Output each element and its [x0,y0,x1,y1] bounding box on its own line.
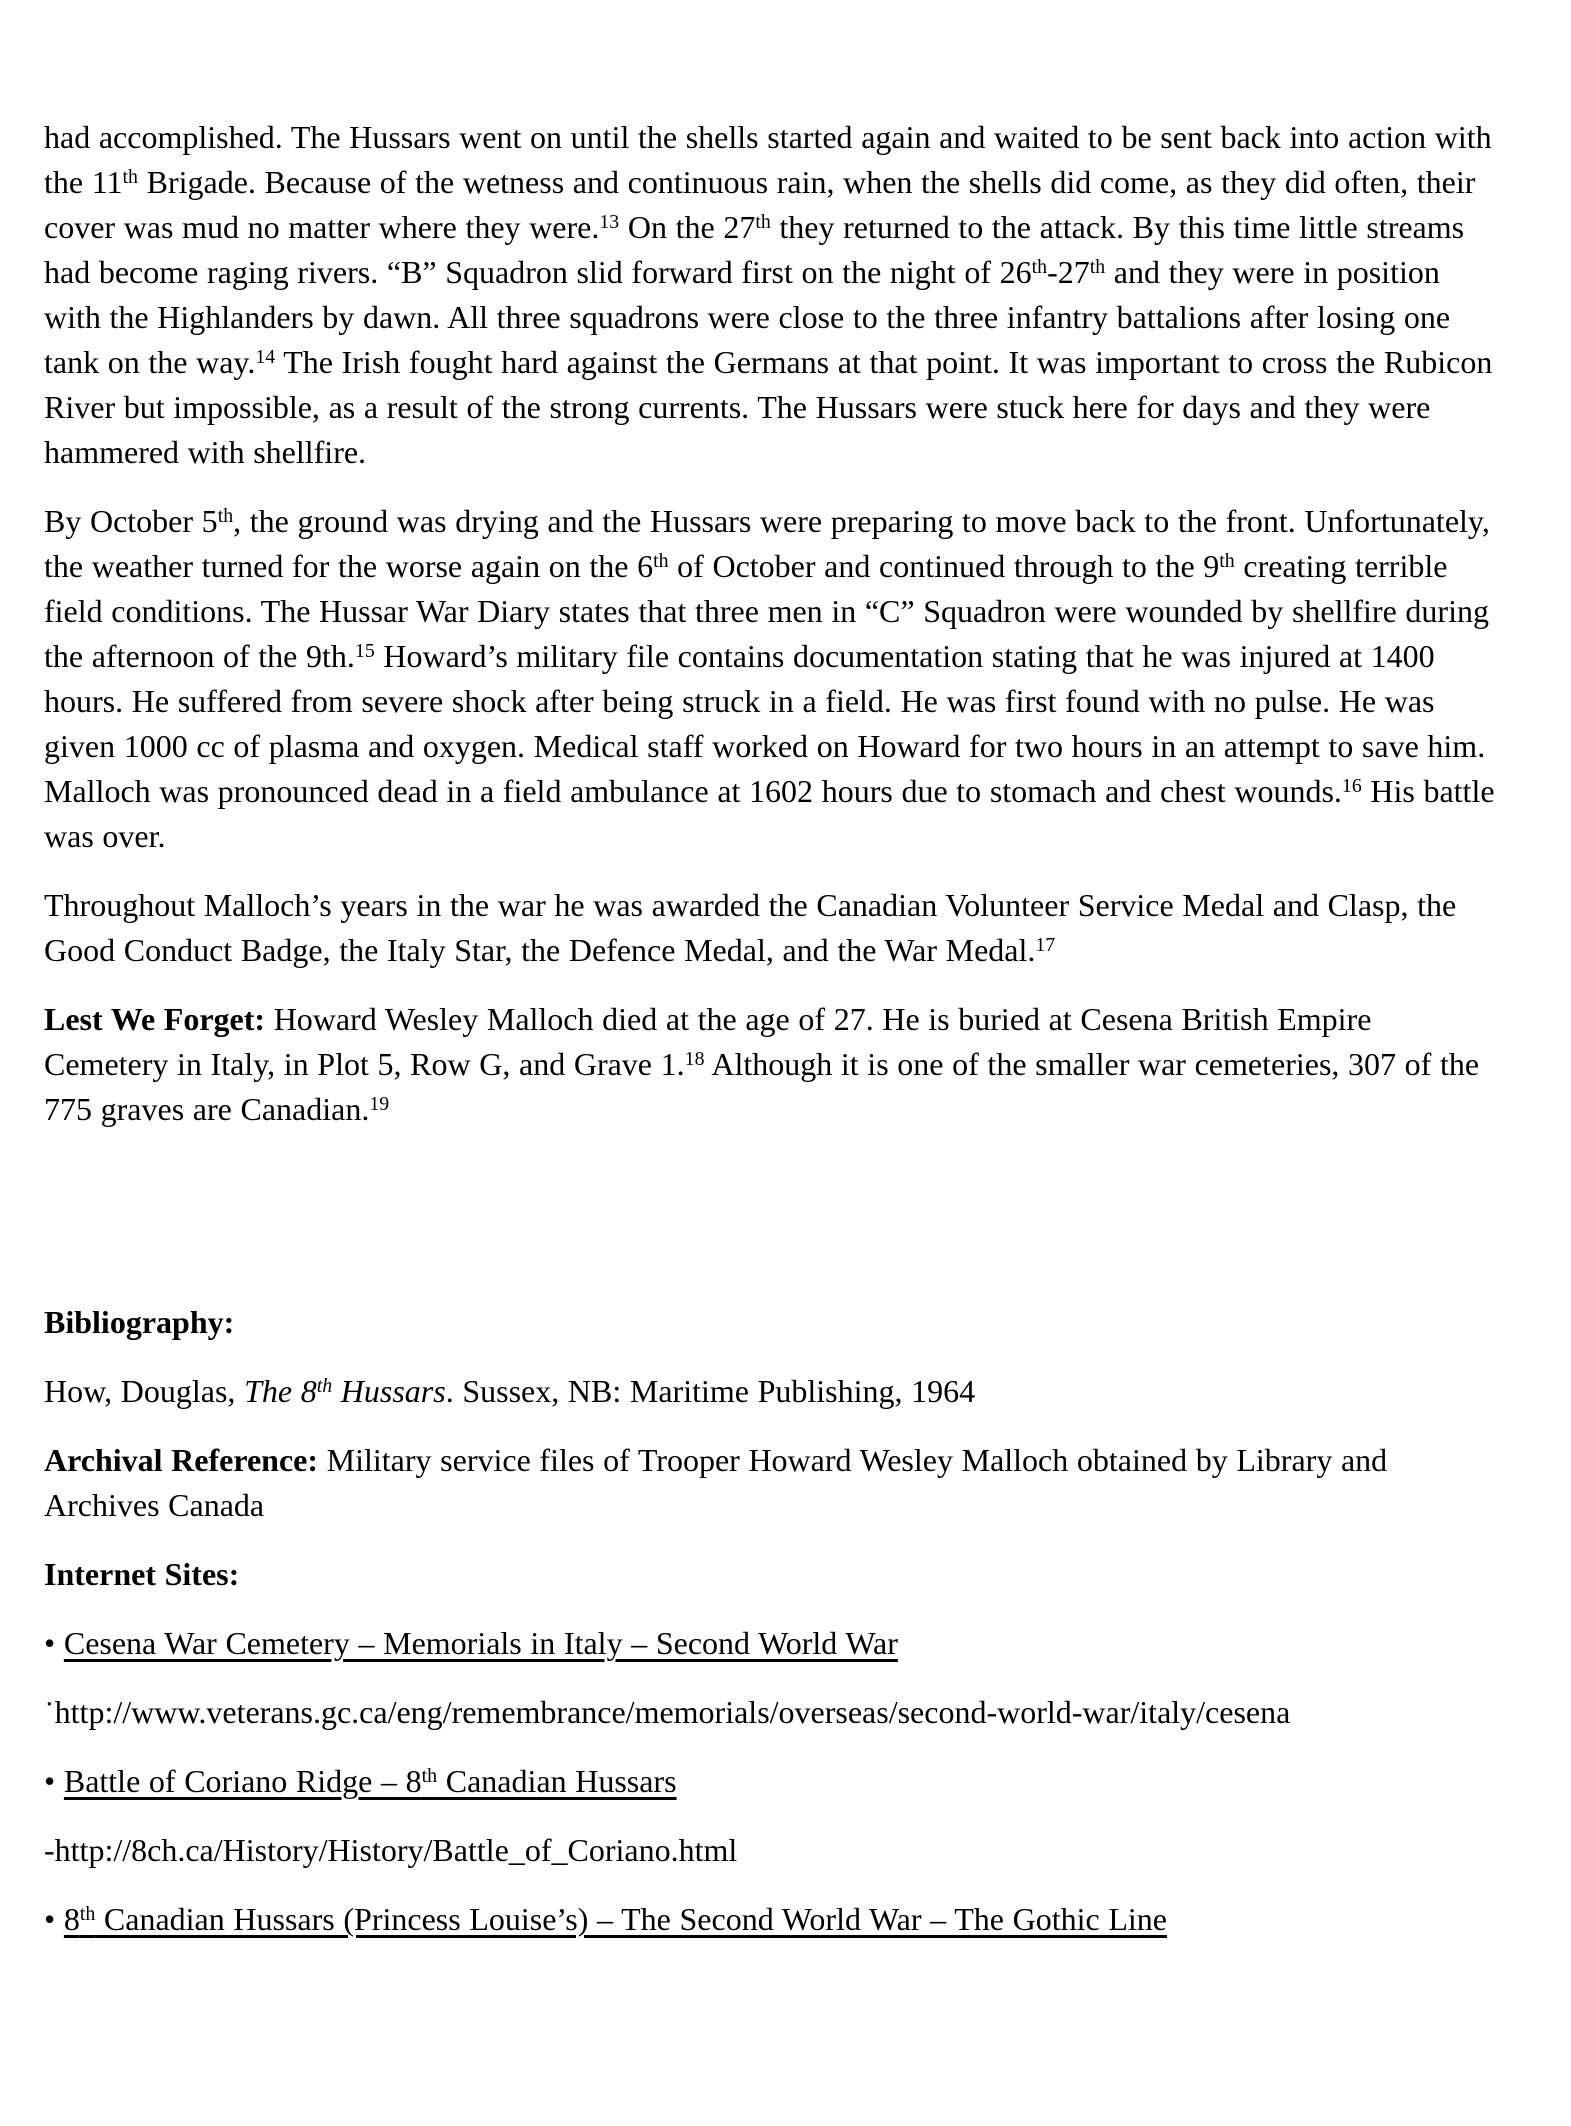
url-veterans-gc-ca [44,1690,1496,1735]
text-run: and they were in position with the Highlanders by dawn. All three squadrons were close to the three infantry battalions after losing one tank on the way. [44,254,1451,380]
footnote-ref-15: 15 [354,640,375,663]
link-8th-canadian-hussars-gothic-line[interactable] [64,1901,1167,1937]
archival-reference-label: Archival Reference: [44,1442,319,1478]
text-run: th [1031,256,1048,279]
bibliography-entry [44,1369,1496,1414]
link-text-run: Battle of Coriano Ridge – 8 [63,1763,422,1799]
link-text-run: th [79,1903,96,1926]
paragraph-lest-we-forget [44,997,1496,1132]
link-text-run: 8 [63,1901,80,1937]
bibliography-heading [44,1300,1496,1345]
text-run: On the 27 [619,209,756,245]
bullet-marker: • [44,1625,64,1661]
text-run: Although it is one of the smaller war cemeteries, 307 of the 775 graves are Canadian. [44,1046,1480,1127]
footnote-ref-14: 14 [255,346,276,369]
footnote-ref-17: 17 [1035,934,1056,957]
text-run: of October and continued through to the 9 [668,548,1220,584]
internet-sites-heading-label: Internet Sites: [44,1556,240,1592]
archival-reference [44,1438,1496,1528]
link-text-run: Canadian Hussars [437,1763,677,1799]
paragraph-october-conditions-malloch-death [44,499,1496,859]
text-run: -27 [1047,254,1090,290]
link-battle-of-coriano-ridge[interactable] [64,1763,677,1799]
paragraph-medals-awarded [44,883,1496,973]
internet-sites-heading [44,1552,1496,1597]
text-run: Brigade. Because of the wetness and continuous rain, when the shells did come, as they did often, their cover was mud no matter where they were. [44,164,1476,245]
link-cesena-war-cemetery[interactable] [64,1625,898,1661]
text-run: Military service files of Trooper Howard Wesley Malloch obtained by Library and Archives Canada [44,1442,1388,1523]
footnote-ref-16: 16 [1341,775,1362,798]
bullet-cesena-war-cemetery [44,1621,1496,1666]
text-run: Howard’s military file contains documentation stating that he was injured at 1400 hours. He suffered from severe shock after being struck in a field. He was first found with no pulse. He was given 1000 cc of plasma and oxygen. Medical staff worked on Howard for two hours in an attempt to save him. Malloch was pronounced dead in a field ambulance at 1602 hours due to stomach and chest wounds. [44,638,1486,809]
link-text-run: th [421,1765,438,1788]
bibliography-heading-label: Bibliography: [44,1304,235,1340]
text-run: The Irish fought hard against the Germans at that point. It was important to cross the Rubicon River but impossible, as a result of the strong currents. The Hussars were stuck here for days and they were hammered with shellfire. [44,344,1493,470]
text-run: By October 5 [44,503,218,539]
url-8ch-ca [44,1828,1496,1873]
text-run: th [1089,256,1106,279]
bullet-marker: • [44,1901,64,1937]
text-run: Hussars [332,1373,446,1409]
bullet-marker: • [44,1763,64,1799]
text-run: th [217,505,234,528]
bullet-battle-of-coriano-ridge [44,1759,1496,1804]
link-text-run: Cesena War Cemetery – Memorials in Italy – Second World War [63,1625,898,1661]
text-run: Howard Wesley Malloch died at the age of 27. He is buried at Cesena British Empire Cemetery in Italy, in Plot 5, Row G, and Grave 1. [44,1001,1372,1082]
footnote-ref-19: 19 [369,1093,390,1116]
text-run: had accomplished. The Hussars went on until the shells started again and waited to be sent back into action with the 11 [44,119,1492,200]
bullet-8th-canadian-hussars-gothic-line [44,1897,1496,1942]
footnote-ref-18: 18 [684,1048,705,1071]
text-run: His battle was over. [44,773,1495,854]
text-run: th [316,1375,333,1398]
text-run: . Sussex, NB: Maritime Publishing, 1964 [445,1373,976,1409]
text-run: How, Douglas, [44,1373,245,1409]
link-text-run: Canadian Hussars (Princess Louise’s) – The Second World War – The Gothic Line [95,1901,1167,1937]
footnote-ref-13: 13 [599,211,620,234]
text-run: creating terrible field conditions. The Hussar War Diary states that three men in “C” Squadron were wounded by shellfire during the afternoon of the 9th. [44,548,1489,674]
text-run: , the ground was drying and the Hussars were preparing to move back to the front. Unfortunately, the weather turned for the worse again on the 6 [44,503,1490,584]
text-run: http://www.veterans.gc.ca/eng/remembrance/memorials/overseas/second-world-war/italy/cesena [54,1694,1291,1730]
text-run: th [1219,550,1235,573]
text-run: they returned to the attack. By this time little streams had become raging rivers. “B” Squadron slid forward first on the night of 26 [44,209,1465,290]
text-run: th [122,166,138,189]
text-run: -http://8ch.ca/History/History/Battle_of_Coriano.html [44,1832,738,1868]
vertical-whitespace [44,1156,1496,1300]
paragraph-hussars-return-to-attack [44,115,1496,475]
lest-we-forget-label: Lest We Forget: [44,1001,266,1037]
text-run: Throughout Malloch’s years in the war he was awarded the Canadian Volunteer Service Medal and Clasp, the Good Conduct Badge, the Italy Star, the Defence Medal, and the War Medal. [44,887,1457,968]
stray-dot-mark: ˙ [44,1694,55,1730]
text-run: The 8 [244,1373,317,1409]
text-run: th [755,211,771,234]
text-run: th [653,550,669,573]
